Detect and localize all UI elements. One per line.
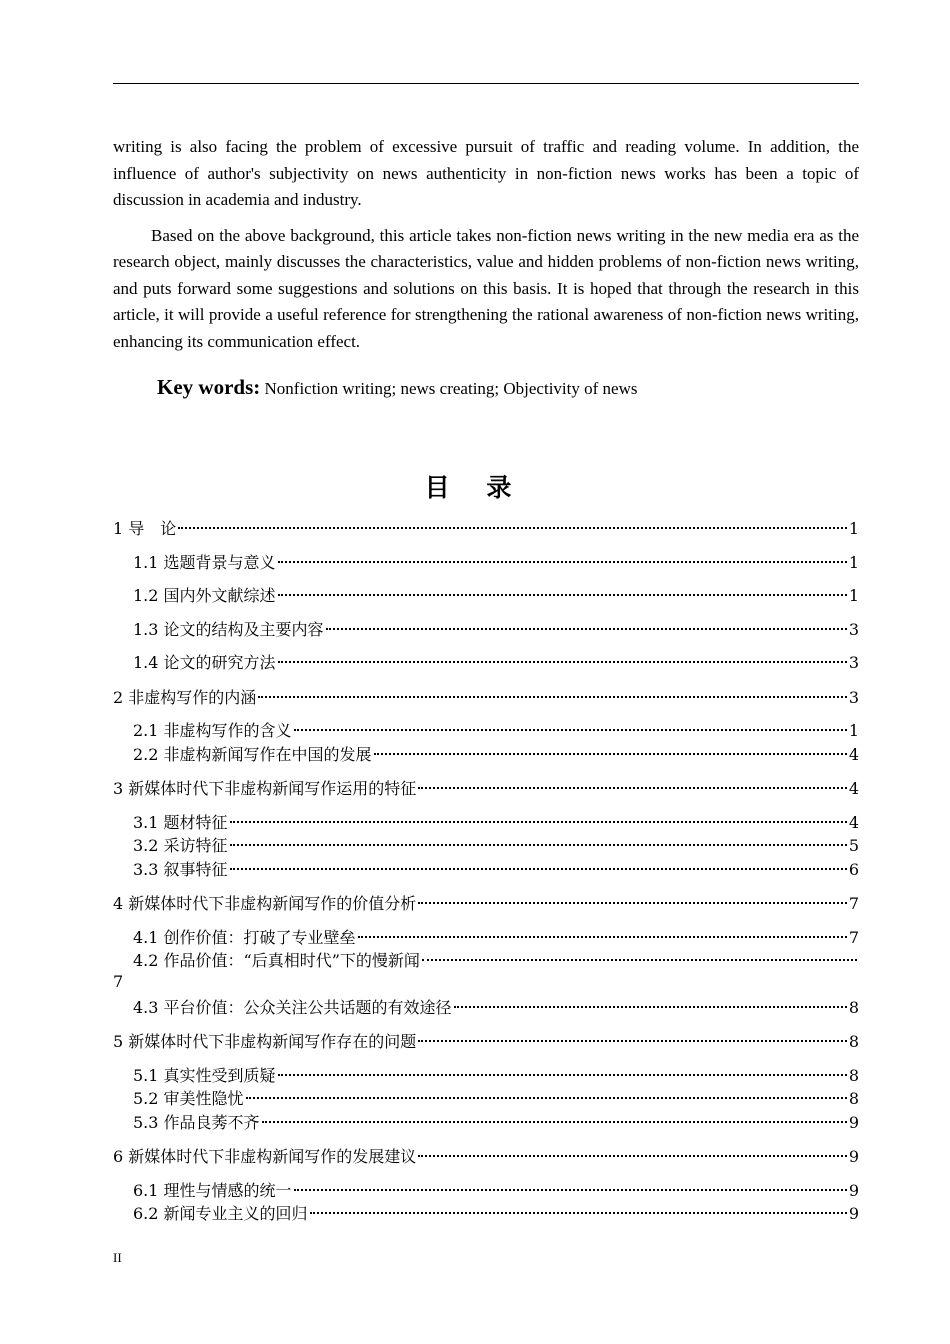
toc-entry-4-1[interactable]: 4.1 创作价值：打破了专业壁垒 7 <box>133 928 859 947</box>
toc-entry-6-2[interactable]: 6.2 新闻专业主义的回归 9 <box>133 1204 859 1223</box>
toc-entry-2-2[interactable]: 2.2 非虚构新闻写作在中国的发展 4 <box>133 745 859 764</box>
toc-entry-3-3[interactable]: 3.3 叙事特征 6 <box>133 860 859 879</box>
toc-entry-4-2-page: 7 <box>113 972 124 991</box>
toc-entry-4[interactable]: 4 新媒体时代下非虚构新闻写作的价值分析 7 <box>113 894 859 913</box>
toc-title: 目 录 <box>424 473 526 502</box>
toc-entry-5-1[interactable]: 5.1 真实性受到质疑 8 <box>133 1066 859 1085</box>
toc-entry-6-1[interactable]: 6.1 理性与情感的统一 9 <box>133 1181 859 1200</box>
toc-entry-3-2[interactable]: 3.2 采访特征 5 <box>133 836 859 855</box>
toc-entry-3-1[interactable]: 3.1 题材特征 4 <box>133 813 859 832</box>
abstract-paragraph-1: writing is also facing the problem of excessive pursuit of traffic and reading volume. In addition, the influence of author's subjectivity on news authenticity in non-fiction news works has been a topic of discussion in academia and industry. <box>113 137 859 209</box>
toc-entry-1-2[interactable]: 1.2 国内外文献综述 1 <box>133 586 859 605</box>
toc-entry-3[interactable]: 3 新媒体时代下非虚构新闻写作运用的特征 4 <box>113 779 859 798</box>
toc-entry-6[interactable]: 6 新媒体时代下非虚构新闻写作的发展建议 9 <box>113 1147 859 1166</box>
footer-page-number: II <box>113 1250 122 1265</box>
toc-entry-1-3[interactable]: 1.3 论文的结构及主要内容 3 <box>133 620 859 639</box>
keywords <box>157 375 637 400</box>
toc-entry-4-3[interactable]: 4.3 平台价值：公众关注公共话题的有效途径 8 <box>133 998 859 1017</box>
abstract-paragraph-2: Based on the above background, this article takes non-fiction news writing in the new media era as the research object, mainly discusses the characteristics, value and hidden problems of non-fiction news writing, and puts forward some suggestions and solutions on this basis. It is hoped that through the research in this article, it will provide a useful reference for strengthening the rational awareness of non-fiction news writing, enhancing its communication effect. <box>113 225 859 351</box>
toc-entry-2[interactable]: 2 非虚构写作的内涵 3 <box>113 688 859 707</box>
keywords-text: Nonfiction writing; news creating; Objectivity of news <box>264 379 638 398</box>
toc-entry-5-3[interactable]: 5.3 作品良莠不齐 9 <box>133 1113 859 1132</box>
toc-entry-5-2[interactable]: 5.2 审美性隐忧 8 <box>133 1089 859 1108</box>
abstract-text <box>113 134 859 355</box>
header-rule <box>113 83 859 84</box>
toc-entry-2-1[interactable]: 2.1 非虚构写作的含义 1 <box>133 721 859 740</box>
toc-entry-1-1[interactable]: 1.1 选题背景与意义 1 <box>133 553 859 572</box>
keywords-label: Key words: <box>157 375 261 399</box>
toc-entry-4-2[interactable]: 4.2 作品价值：“后真相时代”下的慢新闻 <box>133 949 859 973</box>
toc-entry-5[interactable]: 5 新媒体时代下非虚构新闻写作存在的问题 8 <box>113 1032 859 1051</box>
toc-entry-1-4[interactable]: 1.4 论文的研究方法 3 <box>133 653 859 672</box>
toc-entry-1[interactable]: 1 导 论 1 <box>113 519 859 538</box>
